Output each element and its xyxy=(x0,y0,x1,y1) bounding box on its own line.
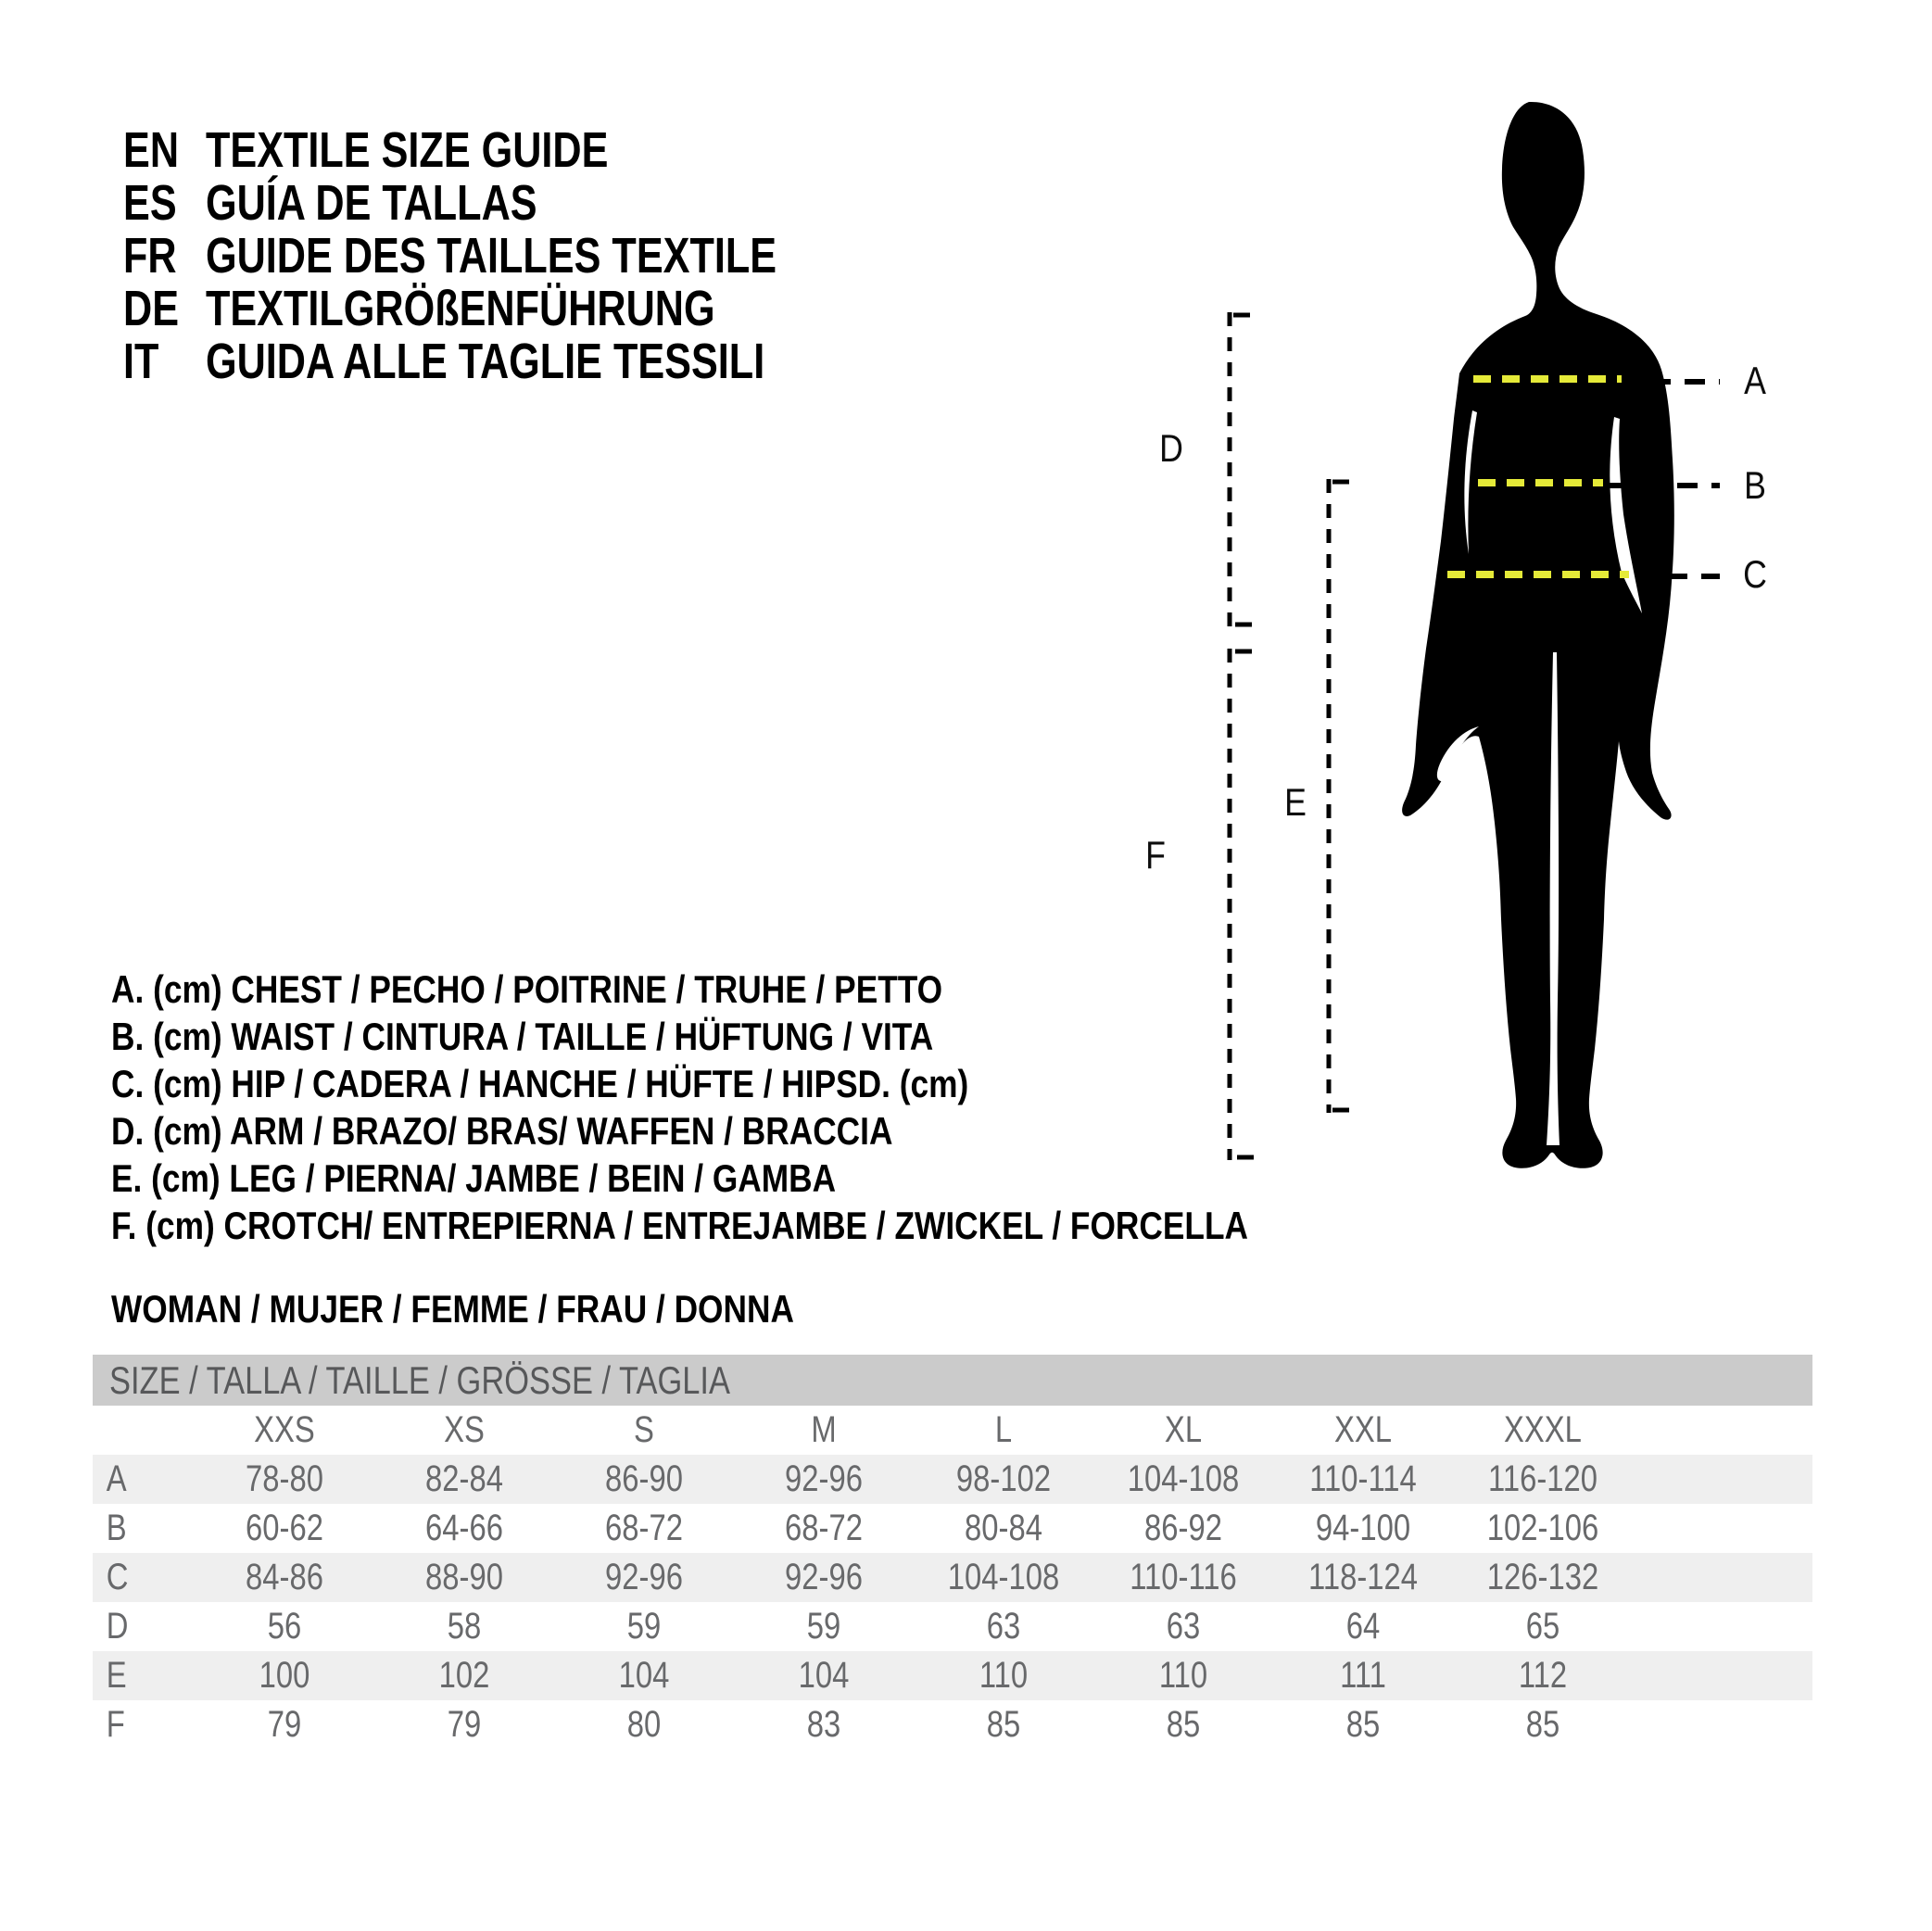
table-cell: XL xyxy=(1164,1409,1203,1450)
table-cell: M xyxy=(811,1409,837,1450)
row-label-cell: A xyxy=(106,1458,127,1499)
table-cell: 85 xyxy=(986,1704,1021,1745)
table-cell: 102 xyxy=(438,1655,490,1696)
row-label-cell: C xyxy=(106,1557,129,1597)
table-cell: 78-80 xyxy=(246,1458,323,1499)
table-cell: 84-86 xyxy=(246,1557,323,1597)
table-cell: 79 xyxy=(267,1704,302,1745)
table-cell: 65 xyxy=(1525,1606,1560,1647)
size-table-header-band xyxy=(93,1355,1812,1406)
table-cell: 94-100 xyxy=(1315,1508,1411,1548)
table-cell: 112 xyxy=(1518,1655,1568,1696)
table-cell: 88-90 xyxy=(425,1557,503,1597)
table-cell: 64-66 xyxy=(425,1508,503,1548)
legend-waist: B. (cm) WAIST / CINTURA / TAILLE / HÜFTUNG / VITA xyxy=(111,1015,934,1058)
measurement-diagram xyxy=(1093,83,1816,1195)
legend-leg: E. (cm) LEG / PIERNA/ JAMBE / BEIN / GAMBA xyxy=(111,1156,837,1200)
size-table-header-label: SIZE / TALLA / TAILLE / GRÖSSE / TAGLIA xyxy=(109,1358,730,1402)
legend-hip: C. (cm) HIP / CADERA / HANCHE / HÜFTE / HIPSD. (cm) xyxy=(111,1062,969,1105)
table-cell: 100 xyxy=(259,1655,310,1696)
lang-code: FR xyxy=(123,228,177,284)
table-cell: 116-120 xyxy=(1488,1458,1597,1499)
table-cell: 68-72 xyxy=(605,1508,683,1548)
lang-title: TEXTILE SIZE GUIDE xyxy=(206,122,609,178)
table-cell: 59 xyxy=(806,1606,841,1647)
lang-title: GUIDE DES TAILLES TEXTILE xyxy=(206,228,777,284)
table-cell: 85 xyxy=(1525,1704,1560,1745)
table-cell: 85 xyxy=(1345,1704,1381,1745)
table-row-f xyxy=(93,1700,1812,1749)
table-cell: 104 xyxy=(798,1655,850,1696)
table-cell: 58 xyxy=(447,1606,482,1647)
table-cell: XS xyxy=(444,1409,485,1450)
label-waist-b: B xyxy=(1744,463,1766,507)
gender-heading: WOMAN / MUJER / FEMME / FRAU / DONNA xyxy=(111,1287,794,1331)
table-cell: 80 xyxy=(626,1704,662,1745)
lang-title: GUÍA DE TALLAS xyxy=(206,175,537,231)
table-cell: L xyxy=(994,1409,1013,1450)
table-row-d xyxy=(93,1602,1812,1651)
table-cell: 92-96 xyxy=(785,1458,863,1499)
table-row-c xyxy=(93,1553,1812,1602)
table-cell: 110 xyxy=(979,1655,1029,1696)
lang-code: IT xyxy=(123,334,159,389)
lang-code: ES xyxy=(123,175,177,231)
legend-arm: D. (cm) ARM / BRAZO/ BRAS/ WAFFEN / BRACCIA xyxy=(111,1109,893,1153)
label-leg-e: E xyxy=(1284,780,1307,824)
table-cell: 102-106 xyxy=(1486,1508,1599,1548)
table-cell: 104 xyxy=(618,1655,670,1696)
lang-title: TEXTILGRÖßENFÜHRUNG xyxy=(206,281,715,336)
table-cell: XXS xyxy=(254,1409,315,1450)
table-cell: 86-90 xyxy=(605,1458,683,1499)
lang-title: GUIDA ALLE TAGLIE TESSILI xyxy=(206,334,765,389)
row-label-cell: D xyxy=(106,1606,129,1647)
table-row-e xyxy=(93,1651,1812,1700)
row-label-cell xyxy=(93,1406,176,1455)
label-arm-d: D xyxy=(1159,426,1183,470)
table-row-b xyxy=(93,1504,1812,1553)
table-cell: 110-116 xyxy=(1130,1557,1237,1597)
size-table-body xyxy=(93,1406,1812,1749)
table-cell: 92-96 xyxy=(605,1557,683,1597)
table-cell: 59 xyxy=(626,1606,662,1647)
row-label-cell: B xyxy=(106,1508,127,1548)
table-cell: 85 xyxy=(1166,1704,1201,1745)
table-row-a xyxy=(93,1455,1812,1504)
table-cell: 82-84 xyxy=(425,1458,503,1499)
table-cell: 64 xyxy=(1345,1606,1381,1647)
table-cell: 98-102 xyxy=(955,1458,1052,1499)
label-crotch-f: F xyxy=(1145,833,1166,877)
table-cell: 63 xyxy=(1166,1606,1201,1647)
table-cell: 60-62 xyxy=(246,1508,323,1548)
size-names-row xyxy=(93,1406,1812,1455)
label-chest-a: A xyxy=(1744,359,1766,402)
legend-chest: A. (cm) CHEST / PECHO / POITRINE / TRUHE / PETTO xyxy=(111,967,943,1011)
woman-silhouette-icon xyxy=(1402,102,1674,1168)
row-label-cell: F xyxy=(106,1704,125,1745)
label-hip-c: C xyxy=(1743,552,1767,596)
legend-crotch: F. (cm) CROTCH/ ENTREPIERNA / ENTREJAMBE / ZWICKEL / FORCELLA xyxy=(111,1204,1249,1247)
table-cell: 68-72 xyxy=(785,1508,863,1548)
table-cell: 83 xyxy=(806,1704,841,1745)
table-cell: 80-84 xyxy=(965,1508,1042,1548)
table-cell: 63 xyxy=(986,1606,1021,1647)
lang-code: EN xyxy=(123,122,180,178)
row-label-cell: E xyxy=(106,1655,127,1696)
table-cell: 86-92 xyxy=(1144,1508,1222,1548)
table-cell: 126-132 xyxy=(1486,1557,1599,1597)
table-cell: XXXL xyxy=(1504,1409,1582,1450)
size-table xyxy=(93,1355,1812,1749)
table-cell: 104-108 xyxy=(947,1557,1060,1597)
table-cell: 111 xyxy=(1340,1655,1386,1696)
table-cell: 79 xyxy=(447,1704,482,1745)
table-cell: 104-108 xyxy=(1127,1458,1240,1499)
table-cell: 110 xyxy=(1158,1655,1208,1696)
table-cell: 92-96 xyxy=(785,1557,863,1597)
table-cell: 118-124 xyxy=(1308,1557,1418,1597)
table-cell: S xyxy=(634,1409,654,1450)
lang-code: DE xyxy=(123,281,180,336)
table-cell: 110-114 xyxy=(1309,1458,1417,1499)
table-cell: 56 xyxy=(267,1606,302,1647)
table-cell: XXL xyxy=(1333,1409,1392,1450)
